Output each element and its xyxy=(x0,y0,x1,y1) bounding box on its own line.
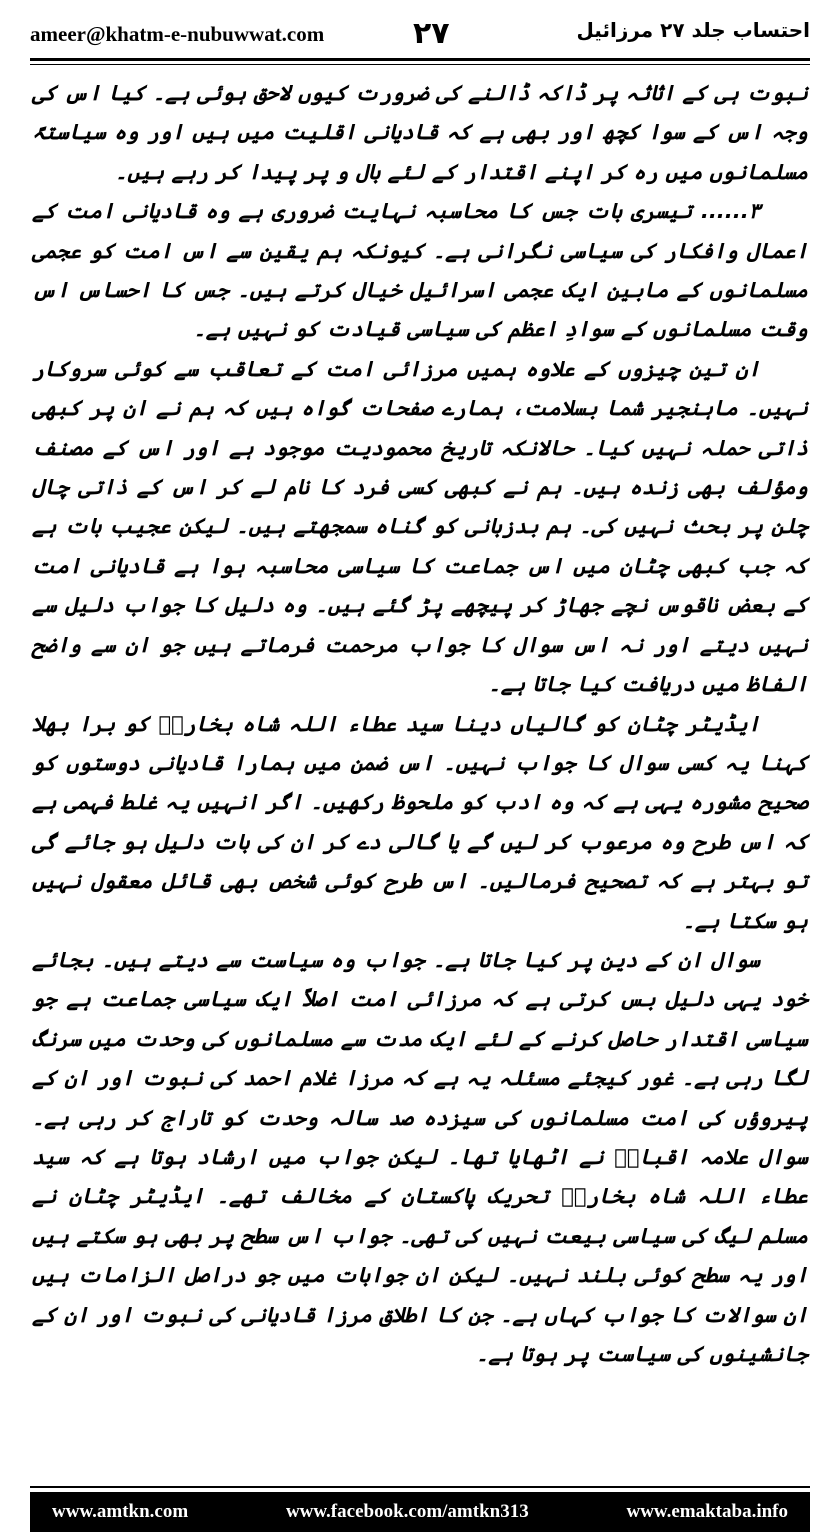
footer-link-amtkn: www.amtkn.com xyxy=(52,1501,189,1522)
footer-bar xyxy=(30,1492,810,1532)
footer-link-emaktaba: www.emaktaba.info xyxy=(626,1501,788,1522)
page-footer xyxy=(30,1486,810,1532)
page-number: ۲۷ xyxy=(413,16,450,51)
book-title: احتساب جلد ۲۷ مرزائیل xyxy=(576,18,810,42)
paragraph-4: ایڈیٹر چٹان کو گالیاں دینا سید عطاء اللہ شاہ بخاریؒ کو برا بھلا کہنا یہ کسی سوال کا جواب نہیں۔ اس ضمن میں ہمارا قادیانی دوستوں کو صحیح مشورہ یہی ہے کہ وہ ادب کو ملحوظ رکھیں۔ اگر انہیں یہ غلط فہمی ہے کہ اس طرح وہ مرعوب کر لیں گے یا گالی دے کر ان کی بات دلیل ہو جائے گی تو بہتر ہے کہ تصحیح فرمالیں۔ اس طرح کوئی شخص بھی قائل معقول نہیں ہو سکتا ہے۔ xyxy=(32,711,808,933)
header-email: ameer@khatm-e-nubuwwat.com xyxy=(30,22,325,46)
paragraph-3: ان تین چیزوں کے علاوہ ہمیں مرزائی امت کے تعاقب سے کوئی سروکار نہیں۔ ماہنجیر شما بسلامت، ہمارے صفحات گواہ ہیں کہ ہم نے ان پر کبھی ذاتی حملہ نہیں کیا۔ حالانکہ تاریخ محمودیت موجود ہے اور اس کے مصنف ومؤلف بھی زندہ ہیں۔ ہم نے کبھی کسی فرد کا نام لے کر اس کے ذاتی چال چلن پر بحث نہیں کی۔ ہم بدزبانی کو گناہ سمجھتے ہیں۔ لیکن عجیب بات ہے کہ جب کبھی چٹان میں اس جماعت کا سیاسی محاسبہ ہوا ہے قادیانی امت کے بعض ناقوس نچے جھاڑ کر پیچھے پڑ گئے ہیں۔ وہ دلیل کا جواب دلیل سے نہیں دیتے اور نہ اس سوال کا جواب مرحمت فرماتے ہیں جو ان سے واضح الفاظ میں دریافت کیا جاتا ہے۔ xyxy=(32,356,808,697)
header-divider xyxy=(30,58,810,61)
paragraph-2: ۳...... تیسری بات جس کا محاسبہ نہایت ضروری ہے وہ قادیانی امت کے اعمال وافکار کی سیاسی نگرانی ہے۔ کیونکہ ہم یقین سے اس امت کو عجمی مسلمانوں کے مابین ایک عجمی اسرائیل خیال کرتے ہیں۔ جس کا احساس اس وقت مسلمانوں کے سوادِ اعظم کی سیاسی قیادت کو نہیں ہے۔ xyxy=(32,199,808,342)
header-divider-thin xyxy=(30,64,810,65)
page-header xyxy=(30,18,810,54)
footer-link-facebook: www.facebook.com/amtkn313 xyxy=(285,1501,529,1522)
paragraph-5: سوال ان کے دین پر کیا جاتا ہے۔ جواب وہ سیاست سے دیتے ہیں۔ بجائے خود یہی دلیل بس کرتی ہے کہ مرزائی امت اصلاً ایک سیاسی جماعت ہے جو سیاسی اقتدار حاصل کرنے کے لئے ایک مدت سے مسلمانوں کی وحدت میں سرنگ لگا رہی ہے۔ غور کیجئے مسئلہ یہ ہے کہ مرزا غلام احمد کی نبوت اور ان کے پیروؤں کی امت مسلمانوں کی سیزدہ صد سالہ وحدت کو تاراج کر رہی ہے۔ سوال علامہ اقبالؒ نے اٹھایا تھا۔ لیکن جواب میں ارشاد ہوتا ہے کہ سید عطاء اللہ شاہ بخاریؒ تحریک پاکستان کے مخالف تھے۔ ایڈیٹر چٹان نے مسلم لیگ کی سیاسی بیعت نہیں کی تھی۔ جواب اس سطح پر بھی ہو سکتے ہیں اور یہ سطح کوئی بلند نہیں۔ لیکن ان جوابات میں جو دراصل الزامات ہیں ان سوالات کا جواب کہاں ہے۔ جن کا اطلاق مرزا قادیانی کی نبوت اور ان کے جانشینوں کی سیاست پر ہوتا ہے۔ xyxy=(32,947,808,1366)
page-body xyxy=(32,74,808,1480)
paragraph-1: نبوت ہی کے اثاثہ پر ڈاکہ ڈالنے کی ضرورت کیوں لاحق ہوئی ہے۔ کیا اس کی وجہ اس کے سوا کچھ اور بھی ہے کہ قادیانی اقلیت میں ہیں اور وہ سیاستہً مسلمانوں میں رہ کر اپنے اقتدار کے لئے بال و پر پیدا کر رہے ہیں۔ xyxy=(32,81,808,184)
